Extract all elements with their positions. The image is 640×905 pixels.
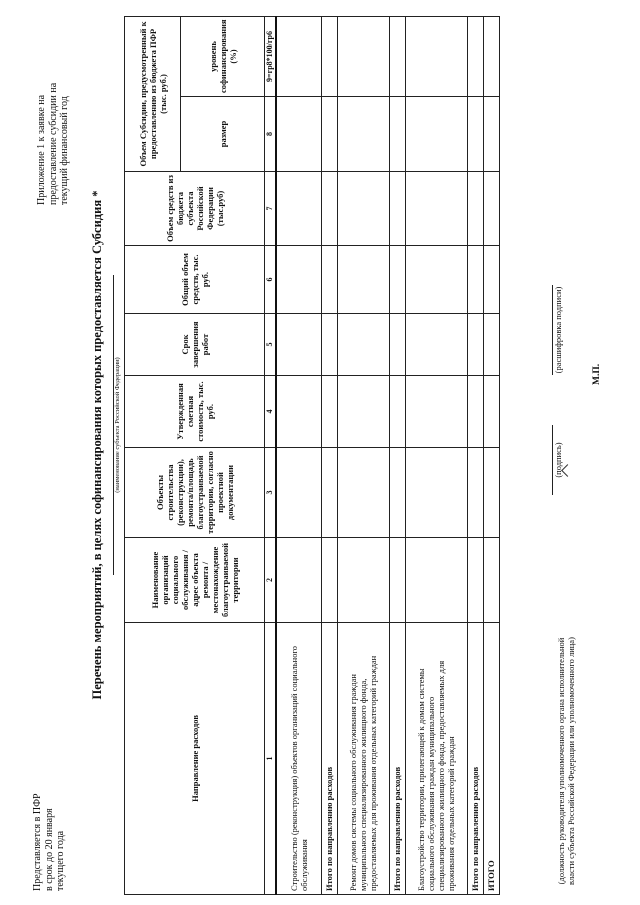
empty-cell (337, 97, 389, 172)
empty-cell (337, 314, 389, 376)
empty-cell (337, 448, 389, 538)
empty-cell (276, 448, 321, 538)
table-row (276, 16, 321, 894)
empty-cell (483, 97, 499, 172)
subtotal-cell: Итого по направлению расходов (389, 623, 405, 895)
empty-cell (405, 246, 467, 314)
empty-cell (467, 172, 483, 246)
empty-cell (276, 538, 321, 623)
empty-cell (276, 172, 321, 246)
header-subsidy-group: Объем Субсидии, предусмотренный к предоставлению из бюджета ПФР (тыс. руб.) (125, 16, 181, 171)
column-number: 6 (265, 246, 277, 314)
submission-note-line: в срок до 20 января (43, 808, 55, 891)
empty-cell (405, 97, 467, 172)
signature-caption: (подпись) (553, 442, 563, 478)
empty-cell (467, 246, 483, 314)
subtotal-cell: Итого по направлению расходов (467, 623, 483, 895)
appendix-note-line: Приложение 1 к заявке на (36, 94, 47, 205)
empty-cell (321, 538, 337, 623)
empty-cell (483, 246, 499, 314)
measures-table (124, 16, 500, 895)
empty-cell (467, 538, 483, 623)
table-row (337, 16, 389, 894)
header-direction: Направление расходов (125, 623, 265, 895)
empty-cell (405, 538, 467, 623)
appendix-note-line: текущий финансовый год (59, 96, 70, 205)
submission-note-line: Представляется в ПФР (32, 793, 43, 891)
document-title: Перечень мероприятий, в целях софинансирования которых предоставляется Субсидия * (90, 190, 104, 700)
empty-cell (389, 97, 405, 172)
empty-cell (321, 172, 337, 246)
empty-cell (337, 246, 389, 314)
column-number-row (265, 16, 277, 894)
column-number: 8 (265, 97, 277, 172)
header-estimated-cost: Утвержденная сметная стоимость, тыс. руб. (125, 376, 265, 448)
empty-cell (467, 314, 483, 376)
empty-cell (389, 538, 405, 623)
empty-cell (321, 376, 337, 448)
empty-cell (276, 376, 321, 448)
column-number: 7 (265, 172, 277, 246)
grand-total-cell: ИТОГО (483, 623, 499, 895)
header-total-funds: Общий объем средств, тыс. руб. (125, 246, 265, 314)
header-organization: Наименование организаций социального обслуживания /адрес объекта ремонта / местонахождение благоустраиваемой территории (125, 538, 265, 623)
table-row (405, 16, 467, 894)
table-row (389, 16, 405, 894)
appendix-note-line: предоставление субсидии на (47, 82, 59, 205)
direction-cell: Строительство (реконструкция) объектов организаций социального обслуживания (276, 623, 321, 895)
empty-cell (405, 314, 467, 376)
header-objects: Объекты строительства (реконструкции), ремонта/площадь благоустраиваемой территории, согласно проектной документации (125, 448, 265, 538)
column-number: 3 (265, 448, 277, 538)
empty-cell (467, 376, 483, 448)
stamp-place-label: М.П. (592, 363, 602, 385)
empty-cell (483, 538, 499, 623)
subtotal-cell: Итого по направлению расходов (321, 623, 337, 895)
empty-cell (405, 448, 467, 538)
empty-cell (321, 448, 337, 538)
table-row (321, 16, 337, 894)
empty-cell (337, 16, 389, 96)
header-cofinancing-level: уровень софинансирования (%) (181, 16, 265, 96)
empty-cell (483, 376, 499, 448)
empty-cell (337, 172, 389, 246)
column-number: 5 (265, 314, 277, 376)
table-row (467, 16, 483, 894)
empty-cell (321, 246, 337, 314)
empty-cell (483, 172, 499, 246)
table-row (483, 16, 499, 894)
empty-cell (321, 314, 337, 376)
empty-cell (276, 97, 321, 172)
empty-cell (321, 97, 337, 172)
empty-cell (483, 16, 499, 96)
column-number: 4 (265, 376, 277, 448)
empty-cell (276, 314, 321, 376)
empty-cell (483, 314, 499, 376)
signatory-position-caption: (должность руководителя уполномоченного органа исполнительной власти субъекта Российской Федерации или уполномоченного лица) (556, 637, 576, 885)
empty-cell (389, 172, 405, 246)
subject-caption: (наименование субъекта Российской Федерации) (114, 357, 121, 493)
header-regional-funds: Объем средств из бюджета субъекта Российской Федерации (тыс.руб) (125, 172, 265, 246)
appendix-note (36, 25, 71, 205)
submission-note (32, 691, 67, 891)
empty-cell (467, 16, 483, 96)
direction-cell: Благоустройство территории, прилегающей к домам системы социального обслуживания граждан муниципального специализированного жилищного фонда, предоставляемых для проживания отдельных категорий граждан (405, 623, 467, 895)
submission-note-line: текущего года (55, 830, 66, 891)
header-deadline: Срок завершения работ (125, 314, 265, 376)
direction-cell: Ремонт домов системы социального обслуживания граждан муниципального специализированного жилищного фонда, предоставляемых для проживания отдельных категорий граждан (337, 623, 389, 895)
empty-cell (276, 16, 321, 96)
column-number: 2 (265, 538, 277, 623)
empty-cell (337, 376, 389, 448)
empty-cell (389, 448, 405, 538)
empty-cell (321, 16, 337, 96)
empty-cell (483, 448, 499, 538)
empty-cell (389, 16, 405, 96)
empty-cell (276, 246, 321, 314)
empty-cell (467, 97, 483, 172)
empty-cell (405, 376, 467, 448)
column-number: 9=гр8*100/гр6 (265, 16, 277, 96)
header-subsidy-size: размер (181, 97, 265, 172)
empty-cell (389, 376, 405, 448)
empty-cell (389, 314, 405, 376)
decode-caption: (расшифровка подписи) (553, 286, 563, 374)
empty-cell (405, 172, 467, 246)
caret-mark-icon (561, 464, 574, 477)
empty-cell (405, 16, 467, 96)
column-number: 1 (265, 623, 277, 895)
empty-cell (389, 246, 405, 314)
empty-cell (467, 448, 483, 538)
empty-cell (337, 538, 389, 623)
